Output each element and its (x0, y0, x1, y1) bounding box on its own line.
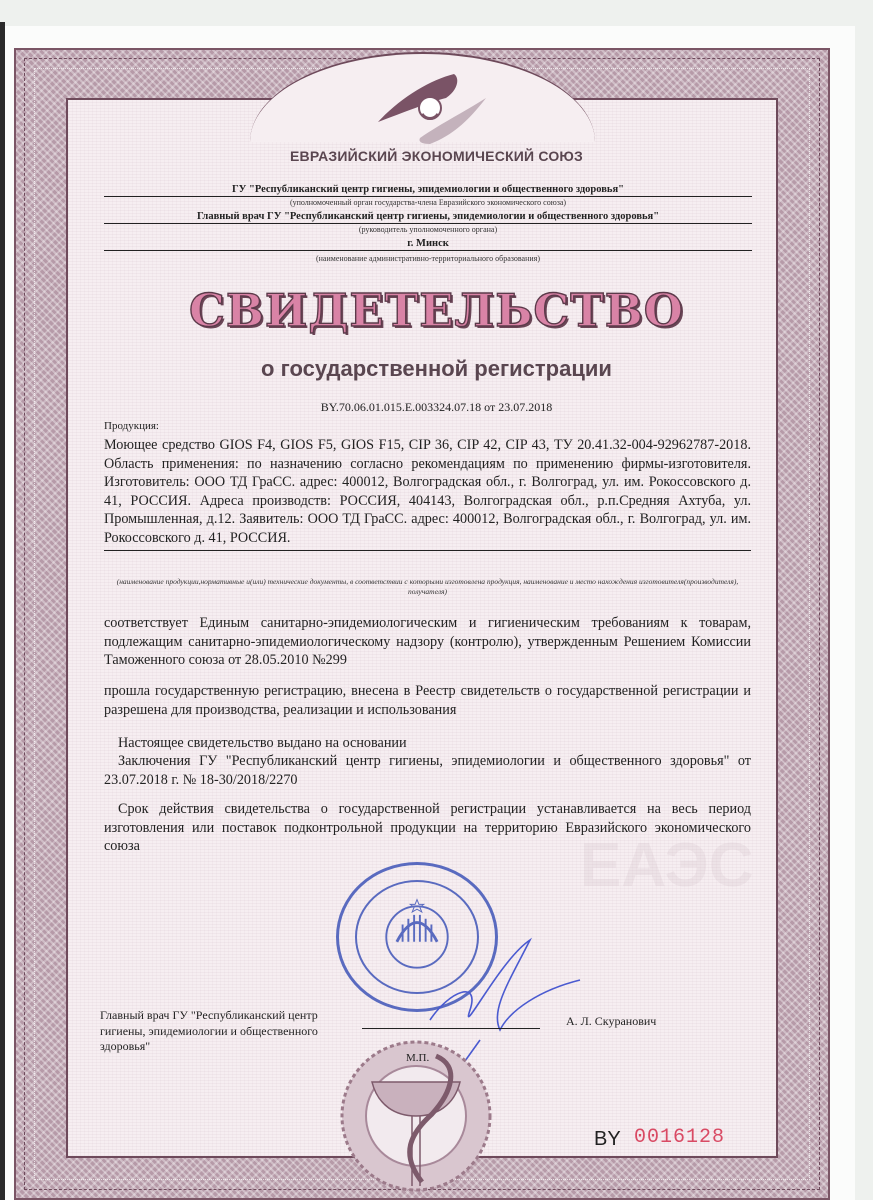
products-description: Моющее средство GIOS F4, GIOS F5, GIOS F15, CIP 36, CIP 42, CIP 43, ТУ 20.41.32-004-92962787-2018. Область применения: по назначению согласно рекомендациям по применению фирмы-изготовителя. Изготовитель: ООО ТД ГраСС. адрес: 400012, Волгоградская обл., г. Волгоград, ул. им. Рокоссовского д. 41, РОССИЯ. Адреса производств: РОССИЯ, 404143, Волгоградская обл., р.п.Средняя Ахтуба, ул. Промышленная, д.12. Заявитель: ООО ТД ГраСС. адрес: 400012, Волгоградская обл., г. Волгоград, ул. им. Рокоссовского д. 41, РОССИЯ. (104, 436, 751, 551)
basis-intro: Настоящее свидетельство выдано на основании (118, 735, 407, 751)
products-label: Продукция: (104, 420, 159, 432)
city-caption: (наименование административно-территориального образования) (315, 254, 540, 263)
certificate-subtitle: о государственной регистрации (261, 356, 612, 381)
stamp-place-label: М.П. (406, 1052, 430, 1064)
union-name: ЕВРАЗИЙСКИЙ ЭКОНОМИЧЕСКИЙ СОЮЗ (289, 148, 584, 164)
products-caption: (наименование продукции,нормативные и(или) технические документы, в соответствии с которыми изготовлена продукция, наименование и место нахождения изготовителя(производителя), получателя) (116, 577, 739, 596)
validity-paragraph: Срок действия свидетельства о государственной регистрации устанавливается на весь период изготовления или поставок подконтрольной продукции на территорию Евразийского экономического союза (104, 801, 751, 855)
signer-name: А. Л. Скуранович (566, 1014, 657, 1028)
basis-paragraph: Заключения ГУ "Республиканский центр гигиены, эпидемиологии и общественного здоровья" от 23.07.2018 г. № 18-30/2018/2270 (104, 753, 751, 788)
registration-number: BY.70.06.01.015.Е.003324.07.18 от 23.07.2018 (320, 400, 553, 414)
city-field: г. Минск (104, 237, 752, 251)
eaeu-logo-icon (360, 68, 500, 148)
series-code: BY (594, 1128, 621, 1150)
signer-title: Главный врач ГУ "Республиканский центр гигиены, эпидемиологии и общественного здоровья" (100, 1008, 318, 1053)
certificate-title: СВИДЕТЕЛЬСТВО (189, 284, 684, 337)
authority-caption: (уполномоченный орган государства-члена Евразийского экономического союза) (289, 198, 567, 207)
head-caption: (руководитель уполномоченного органа) (358, 225, 498, 234)
registration-paragraph: прошла государственную регистрацию, внесена в Реестр свидетельств о государственной регистрации и разрешена для производства, реализации и использования (104, 683, 751, 718)
head-field: Главный врач ГУ "Республиканский центр гигиены, эпидемиологии и общественного здоровья" (104, 210, 752, 224)
authority-field: ГУ "Республиканский центр гигиены, эпидемиологии и общественного здоровья" (104, 183, 752, 197)
signature-line (362, 1028, 540, 1029)
compliance-paragraph: соответствует Единым санитарно-эпидемиологическим и гигиеническим требованиям к товарам, подлежащим санитарно-эпидемиологическому надзору (контролю), утвержденным Решением Комиссии Таможенного союза от 28.05.2010 №299 (104, 615, 751, 669)
serial-number: 0016128 (634, 1126, 726, 1149)
eaeu-watermark: ЕАЭС (580, 831, 754, 900)
